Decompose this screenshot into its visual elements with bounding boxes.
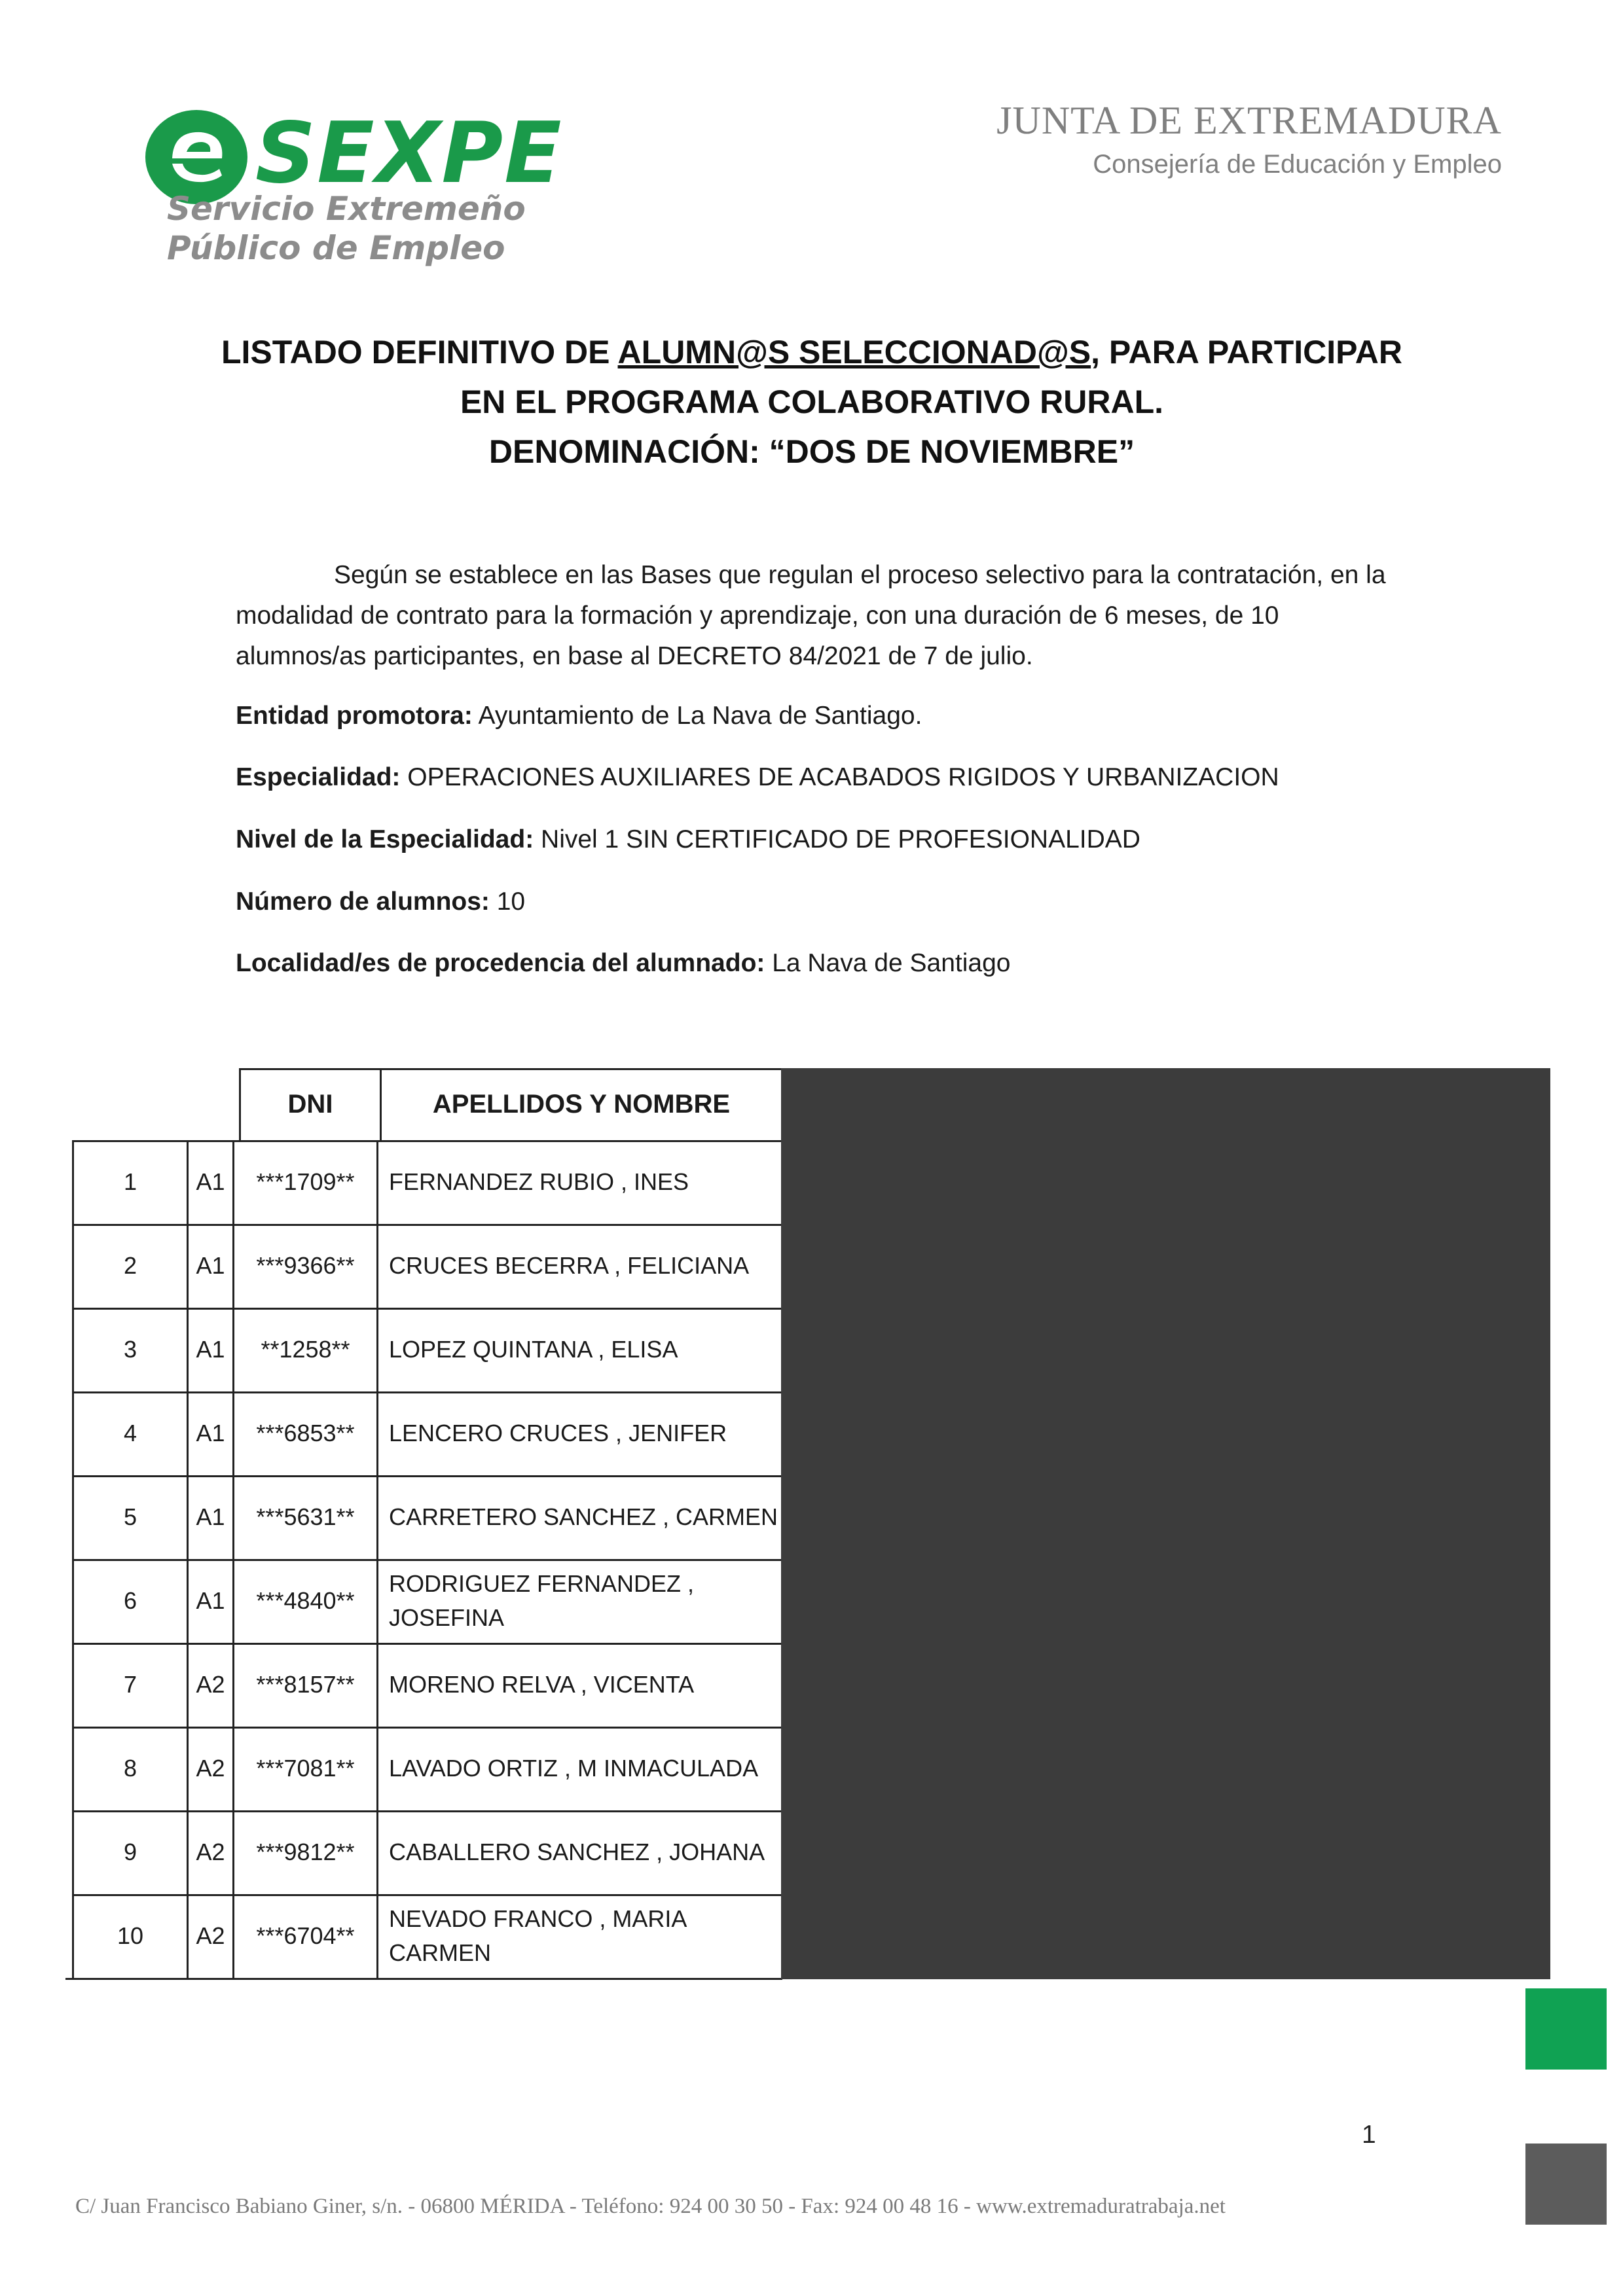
- row-number: 10: [117, 1922, 144, 1949]
- row-group: A1: [196, 1252, 225, 1279]
- row-dni: ***9812**: [256, 1839, 355, 1865]
- page-number: 1: [1362, 2121, 1376, 2149]
- field-entidad: [236, 702, 922, 730]
- row-name: FERNANDEZ RUBIO , INES: [389, 1168, 689, 1195]
- title-line-1-post: , PARA PARTICIPAR: [1091, 334, 1403, 370]
- row-dni: ***6853**: [256, 1420, 355, 1446]
- intro-text: Según se establece en las Bases que regulan el proceso selectivo para la contratación, en la modalidad de contrato para la formación y aprendizaje, con una duración de 6 meses, de 10 alumnos/as participantes, en base al DECRETO 84/2021 de 7 de julio.: [236, 561, 1386, 670]
- field-nivel: [236, 825, 1140, 854]
- row-dni: ***9366**: [256, 1252, 355, 1279]
- row-group: A1: [196, 1336, 225, 1363]
- title-line-1: [164, 327, 1460, 377]
- document-title: [164, 327, 1460, 476]
- row-number: 3: [123, 1336, 137, 1363]
- row-group: A1: [196, 1503, 225, 1530]
- footer-address: C/ Juan Francisco Babiano Giner, s/n. - 06800 MÉRIDA - Teléfono: 924 00 30 50 - Fax: 924 00 48 16 - www.extremaduratrabaja.net: [75, 2195, 1226, 2218]
- logo-wordmark: SEXPE: [255, 105, 563, 202]
- row-number: 9: [123, 1839, 137, 1865]
- field-label: Nivel de la Especialidad:: [236, 825, 534, 853]
- field-especialidad: [236, 763, 1279, 792]
- row-dni: ***6704**: [256, 1922, 355, 1949]
- row-name: RODRIGUEZ FERNANDEZ , JOSEFINA: [389, 1570, 695, 1631]
- row-group: A2: [196, 1755, 225, 1782]
- row-group: A1: [196, 1168, 225, 1195]
- field-value: Ayuntamiento de La Nava de Santiago.: [472, 702, 922, 730]
- row-group: A1: [196, 1420, 225, 1446]
- row-dni: ***7081**: [256, 1755, 355, 1782]
- row-group: A2: [196, 1671, 225, 1698]
- row-name: LAVADO ORTIZ , M INMACULADA: [389, 1755, 759, 1782]
- title-underlined: ALUMN@S SELECCIONAD@S: [617, 334, 1091, 370]
- row-name: CABALLERO SANCHEZ , JOHANA: [389, 1839, 765, 1865]
- row-name: NEVADO FRANCO , MARIA CARMEN: [389, 1905, 686, 1966]
- row-dni: ***1709**: [256, 1168, 355, 1195]
- row-number: 2: [123, 1252, 137, 1279]
- row-group: A1: [196, 1587, 225, 1614]
- logo-subtitle-1: Servicio Extremeño: [167, 190, 526, 228]
- row-dni: **1258**: [261, 1336, 350, 1363]
- junta-header: [996, 98, 1502, 179]
- logo-subtitle-2: Público de Empleo: [167, 229, 505, 267]
- field-label: Número de alumnos:: [236, 888, 490, 916]
- row-name: LOPEZ QUINTANA , ELISA: [389, 1336, 678, 1363]
- title-line-1-pre: LISTADO DEFINITIVO DE: [221, 334, 618, 370]
- field-label: Entidad promotora:: [236, 702, 473, 730]
- row-number: 4: [123, 1420, 137, 1446]
- gray-marker: [1525, 2144, 1607, 2225]
- redacted-area: [781, 1068, 1550, 1979]
- field-numero: [236, 888, 525, 916]
- field-value: 10: [489, 888, 526, 916]
- header-dni: DNI: [287, 1089, 333, 1119]
- intro-paragraph: [236, 555, 1388, 677]
- row-dni: ***4840**: [256, 1587, 355, 1614]
- header-name: APELLIDOS Y NOMBRE: [432, 1089, 731, 1119]
- row-dni: ***5631**: [256, 1503, 355, 1530]
- field-value: OPERACIONES AUXILIARES DE ACABADOS RIGIDOS Y URBANIZACION: [400, 763, 1279, 791]
- row-number: 7: [123, 1671, 137, 1698]
- title-line-2: EN EL PROGRAMA COLABORATIVO RURAL.: [460, 384, 1164, 420]
- field-value: La Nava de Santiago: [765, 949, 1011, 977]
- title-line-3: DENOMINACIÓN: “DOS DE NOVIEMBRE”: [488, 433, 1135, 470]
- field-label: Especialidad:: [236, 763, 401, 791]
- sexpe-logo: [141, 98, 563, 275]
- junta-subtitle: Consejería de Educación y Empleo: [1093, 150, 1502, 179]
- row-number: 5: [123, 1503, 137, 1530]
- row-group: A2: [196, 1839, 225, 1865]
- row-number: 8: [123, 1755, 137, 1782]
- field-localidad: [236, 949, 1010, 978]
- row-group: A2: [196, 1922, 225, 1949]
- row-name: CARRETERO SANCHEZ , CARMEN: [389, 1503, 778, 1530]
- row-number: 1: [123, 1168, 137, 1195]
- field-value: Nivel 1 SIN CERTIFICADO DE PROFESIONALIDAD: [534, 825, 1140, 853]
- green-marker: [1525, 1988, 1607, 2070]
- row-name: CRUCES BECERRA , FELICIANA: [389, 1252, 750, 1279]
- junta-title: JUNTA DE EXTREMADURA: [996, 99, 1502, 142]
- row-name: LENCERO CRUCES , JENIFER: [389, 1420, 727, 1446]
- row-dni: ***8157**: [256, 1671, 355, 1698]
- field-label: Localidad/es de procedencia del alumnado:: [236, 949, 765, 977]
- row-name: MORENO RELVA , VICENTA: [389, 1671, 695, 1698]
- row-number: 6: [123, 1587, 137, 1614]
- table-bottom-border: [65, 1978, 782, 1980]
